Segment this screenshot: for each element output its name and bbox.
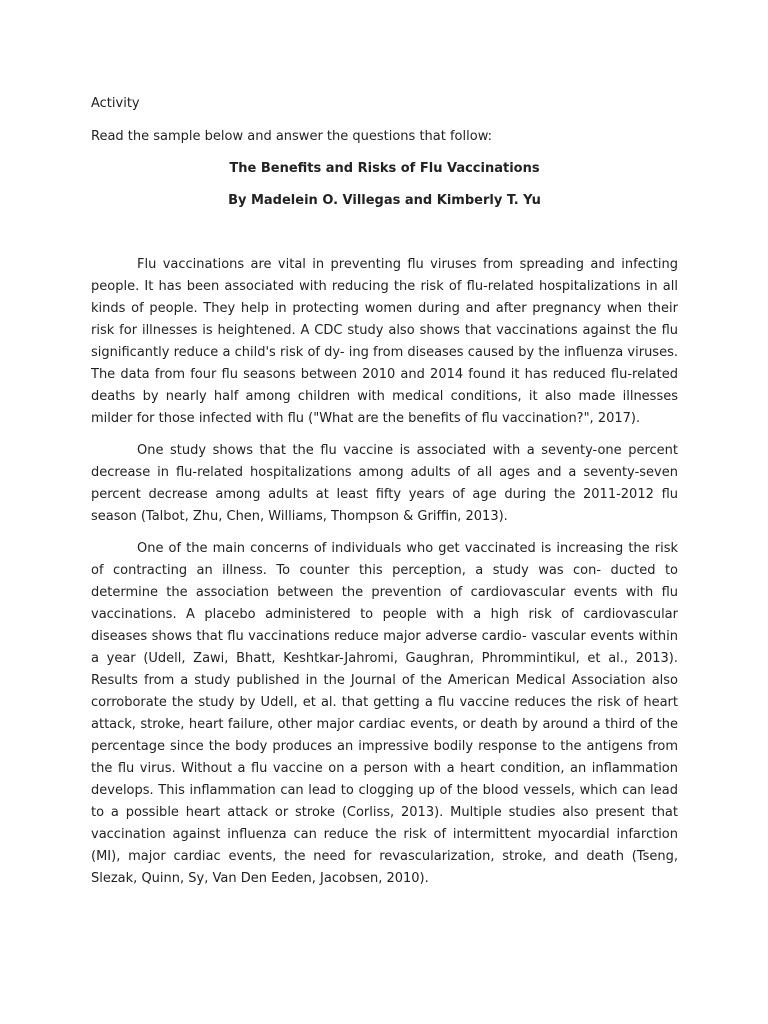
body-paragraph-3: One of the main concerns of individuals who get vaccinated is increasing the risk of contracting an illness. To counter this perception, a study was con- ducted to determine the association between the prevention of cardiovascular events with flu vaccinations. A placebo administered to people with a high risk of cardiovascular diseases shows that flu vaccinations reduce major adverse cardio- vascular events within a year (Udell, Zawi, Bhatt, Keshtkar-Jahromi, Gaughran, Phrommintikul, et al., 2013). Results from a study published in the Journal of the American Medical Association also corroborate the study by Udell, et al. that getting a flu vaccine reduces the risk of heart attack, stroke, heart failure, other major cardiac events, or death by around a third of the percentage since the body produces an impressive bodily response to the antigens from the flu virus. Without a flu vaccine on a person with a heart condition, an inflammation develops. This inflammation can lead to clogging up of the blood vessels, which can lead to a possible heart attack or stroke (Corliss, 2013). Multiple studies also present that vaccination against influenza can reduce the risk of intermittent myocardial infarction (MI), major cardiac events, the need for revascularization, stroke, and death (Tseng, Slezak, Quinn, Sy, Van Den Eeden, Jacobsen, 2010).	[91, 541, 678, 886]
body-paragraph-2: One study shows that the flu vaccine is associated with a seventy-one percent decrease in flu-related hospitalizations among adults of all ages and a seventy-seven percent decrease among adults at least fifty years of age during the 2011-2012 flu season (Talbot, Zhu, Chen, Williams, Thompson & Griffin, 2013).	[91, 443, 678, 524]
activity-heading: Activity	[91, 96, 140, 111]
article-title: The Benefits and Risks of Flu Vaccinations	[229, 161, 540, 176]
body-paragraph-1: Flu vaccinations are vital in preventing flu viruses from spreading and infecting people. It has been associated with reducing the risk of flu-related hospitalizations in all kinds of people. They help in protecting women during and after pregnancy when their risk for illnesses is heightened. A CDC study also shows that vaccinations against the flu significantly reduce a child's risk of dy- ing from diseases caused by the influenza viruses. The data from four flu seasons between 2010 and 2014 found it has reduced flu-related deaths by nearly half among children with medical conditions, it also made illnesses milder for those infected with flu ("What are the benefits of flu vaccination?", 2017).	[91, 257, 678, 426]
article-byline: By Madelein O. Villegas and Kimberly T. Yu	[228, 193, 541, 208]
instruction-text: Read the sample below and answer the questions that follow:	[91, 129, 492, 144]
